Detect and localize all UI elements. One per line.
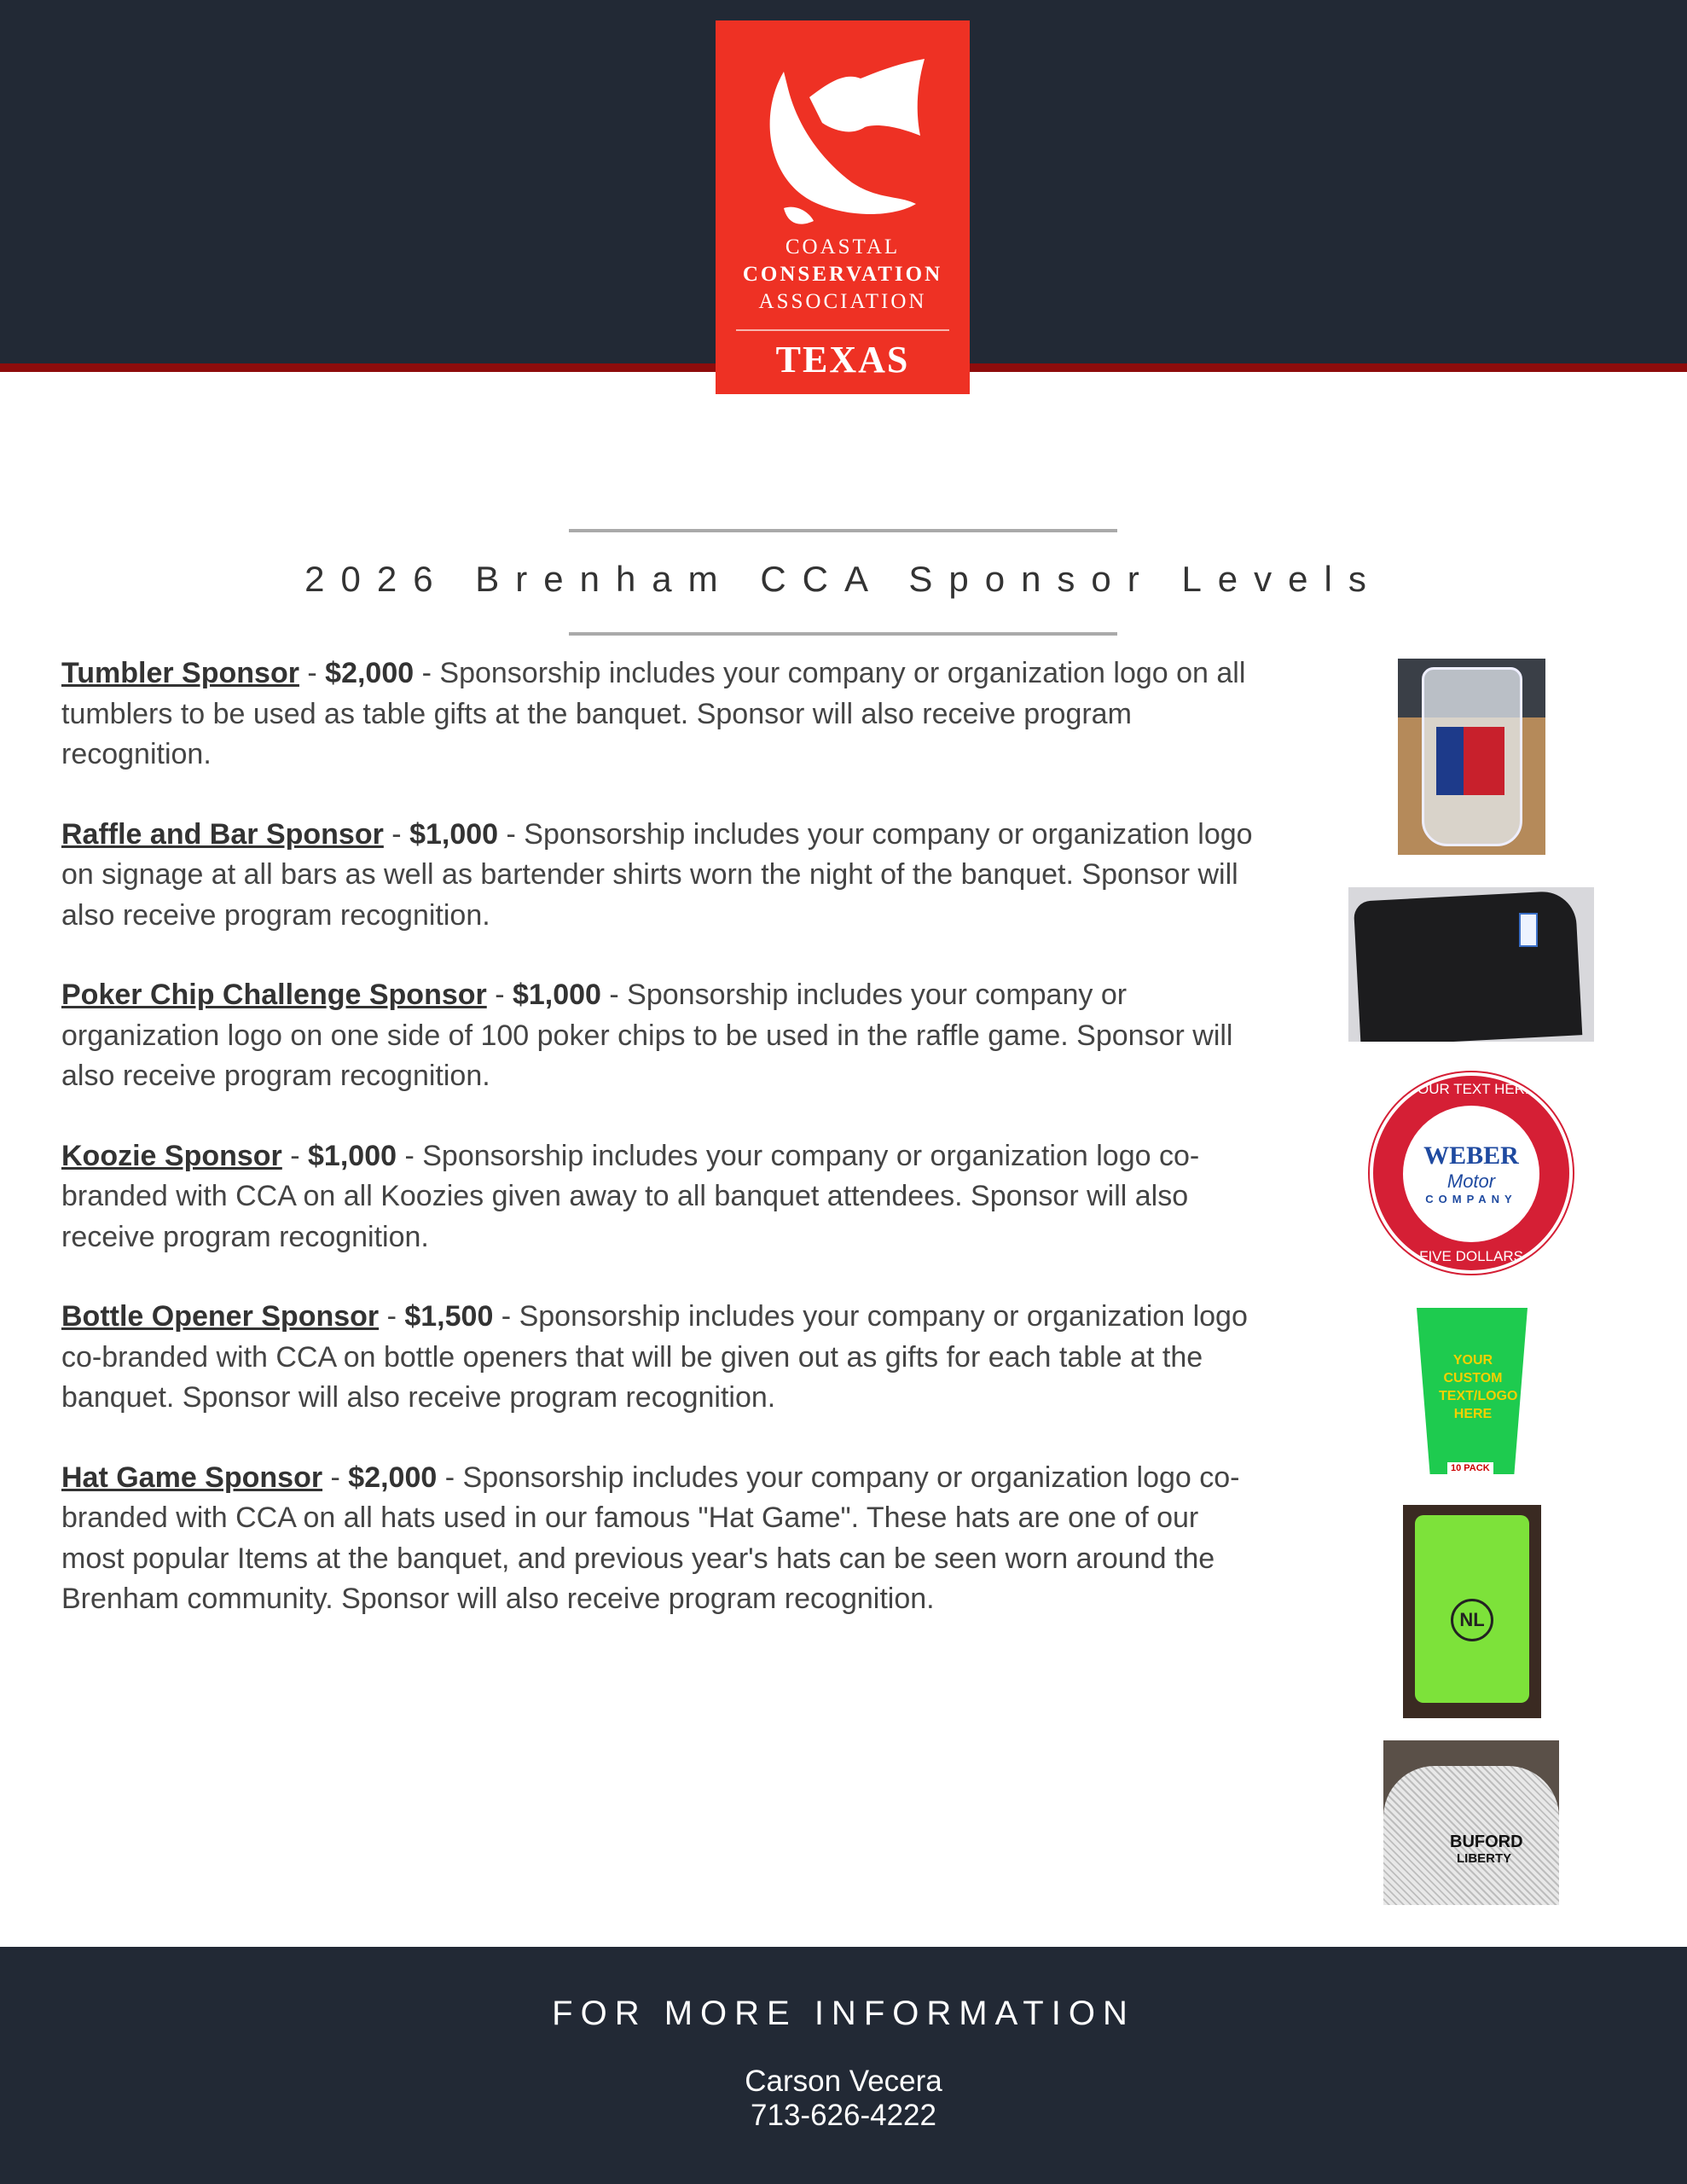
chip-brand3: COMPANY bbox=[1425, 1193, 1517, 1205]
sponsor-item: Koozie Sponsor - $1,000 - Sponsorship includes your company or organization logo co-branded with CCA on all Koozies given away to all banquet attendees. Sponsor will also receive program recognition. bbox=[61, 1139, 1200, 1253]
sponsor-description: - Sponsorship includes your company or organization logo co-branded with CCA on bottle openers that will be given out as gifts for each table at the banquet. Sponsor will also receive program recognition. bbox=[61, 1300, 1248, 1414]
sponsor-item: Poker Chip Challenge Sponsor - $1,000 - Sponsorship includes your company or organization logo on one side of 100 poker chips to be used in the raffle game. Sponsor will also receive program recognition. bbox=[61, 979, 1233, 1092]
hat-image bbox=[1383, 1740, 1559, 1905]
sponsor-name: Poker Chip Challenge Sponsor bbox=[61, 979, 487, 1011]
chip-top-text: YOUR TEXT HERE bbox=[1407, 1081, 1535, 1097]
page-title: 2026 Brenham CCA Sponsor Levels bbox=[304, 559, 1383, 599]
sponsor-price: $1,000 bbox=[512, 979, 601, 1011]
sponsor-price: $2,000 bbox=[348, 1461, 438, 1494]
bartender-shirt-image bbox=[1348, 887, 1594, 1042]
sponsor-item: Bottle Opener Sponsor - $1,500 - Sponsorship includes your company or organization logo co-branded with CCA on bottle openers that will be given out as gifts for each table at the banquet. Sponsor will also receive program recognition. bbox=[61, 1300, 1248, 1414]
green-cup-image bbox=[1413, 1304, 1531, 1483]
logo-line-texas: TEXAS bbox=[775, 339, 910, 380]
koozie-image bbox=[1403, 1505, 1541, 1718]
koozie-logo: NL bbox=[1451, 1599, 1493, 1641]
chip-brand2: Motor bbox=[1446, 1170, 1496, 1192]
logo-divider bbox=[736, 329, 949, 331]
sponsor-list bbox=[61, 653, 1255, 1659]
sponsor-description: - Sponsorship includes your company or organization logo on all tumblers to be used as table gifts at the banquet. Sponsor will also receive program recognition. bbox=[61, 657, 1246, 770]
cup-tag: 10 PACK bbox=[1447, 1462, 1493, 1474]
cca-texas-logo bbox=[716, 20, 970, 394]
contact-name: Carson Vecera bbox=[745, 2065, 942, 2098]
sponsor-price: $1,000 bbox=[308, 1139, 397, 1172]
footer bbox=[0, 1947, 1687, 2184]
title-rule-top bbox=[569, 529, 1117, 532]
hat-text-1: BUFORD bbox=[1450, 1833, 1523, 1851]
sponsor-name: Raffle and Bar Sponsor bbox=[61, 817, 384, 851]
sponsor-price: $1,000 bbox=[409, 817, 499, 851]
fish-logo-icon bbox=[750, 38, 936, 234]
chip-brand: WEBER bbox=[1423, 1141, 1519, 1170]
title-rule-bottom bbox=[569, 632, 1117, 636]
sponsor-name: Tumbler Sponsor bbox=[61, 657, 299, 689]
logo-line-conservation: CONSERVATION bbox=[742, 263, 943, 286]
contact-phone: 713-626-4222 bbox=[751, 2099, 936, 2132]
sponsor-name: Bottle Opener Sponsor bbox=[61, 1300, 380, 1333]
sponsor-item: Tumbler Sponsor - $2,000 - Sponsorship includes your company or organization logo on all tumblers to be used as table gifts at the banquet. Sponsor will also receive program recognition. bbox=[61, 657, 1246, 770]
sponsor-description: - Sponsorship includes your company or organization logo on one side of 100 poker chips to be used in the raffle game. Sponsor will also receive program recognition. bbox=[61, 979, 1233, 1092]
sponsor-item: Hat Game Sponsor - $2,000 - Sponsorship includes your company or organization logo co-branded with CCA on all hats used in our famous "Hat Game". These hats are one of our most popular Items at the banquet, and previous year's hats can be seen worn around the Brenham community. Sponsor will also receive program recognition. bbox=[61, 1461, 1240, 1615]
hat-text-2: LIBERTY bbox=[1457, 1851, 1512, 1866]
cup-text: YOUR CUSTOM TEXT/LOGO HERE bbox=[1439, 1353, 1518, 1421]
logo-line-coastal: COASTAL bbox=[785, 235, 901, 258]
sponsor-name: Koozie Sponsor bbox=[61, 1139, 282, 1172]
sponsor-description: - Sponsorship includes your company or organization logo on signage at all bars as well as bartender shirts worn the night of the banquet. Sponsor will also receive program recognition. bbox=[61, 817, 1253, 932]
sponsor-price: $2,000 bbox=[325, 657, 415, 689]
sponsor-price: $1,500 bbox=[404, 1300, 494, 1333]
sponsor-item: Raffle and Bar Sponsor - $1,000 - Sponsorship includes your company or organization logo on signage at all bars as well as bartender shirts worn the night of the banquet. Sponsor will also receive program recognition. bbox=[61, 817, 1253, 932]
logo-line-association: ASSOCIATION bbox=[758, 290, 927, 313]
tumbler-image bbox=[1398, 659, 1545, 855]
sponsor-description: - Sponsorship includes your company or organization logo co-branded with CCA on all Koozies given away to all banquet attendees. Sponsor will also receive program recognition. bbox=[61, 1139, 1200, 1253]
chip-bottom-text: FIVE DOLLARS bbox=[1419, 1248, 1523, 1264]
sponsor-description: - Sponsorship includes your company or organization logo co-branded with CCA on all hats used in our famous "Hat Game". These hats are one of our most popular Items at the banquet, and previous year's hats can be seen worn around the Brenham community. Sponsor will also receive program recognition. bbox=[61, 1461, 1240, 1615]
poker-chip-image bbox=[1370, 1072, 1573, 1274]
sponsor-name: Hat Game Sponsor bbox=[61, 1461, 323, 1494]
footer-heading: FOR MORE INFORMATION bbox=[552, 1995, 1135, 2032]
